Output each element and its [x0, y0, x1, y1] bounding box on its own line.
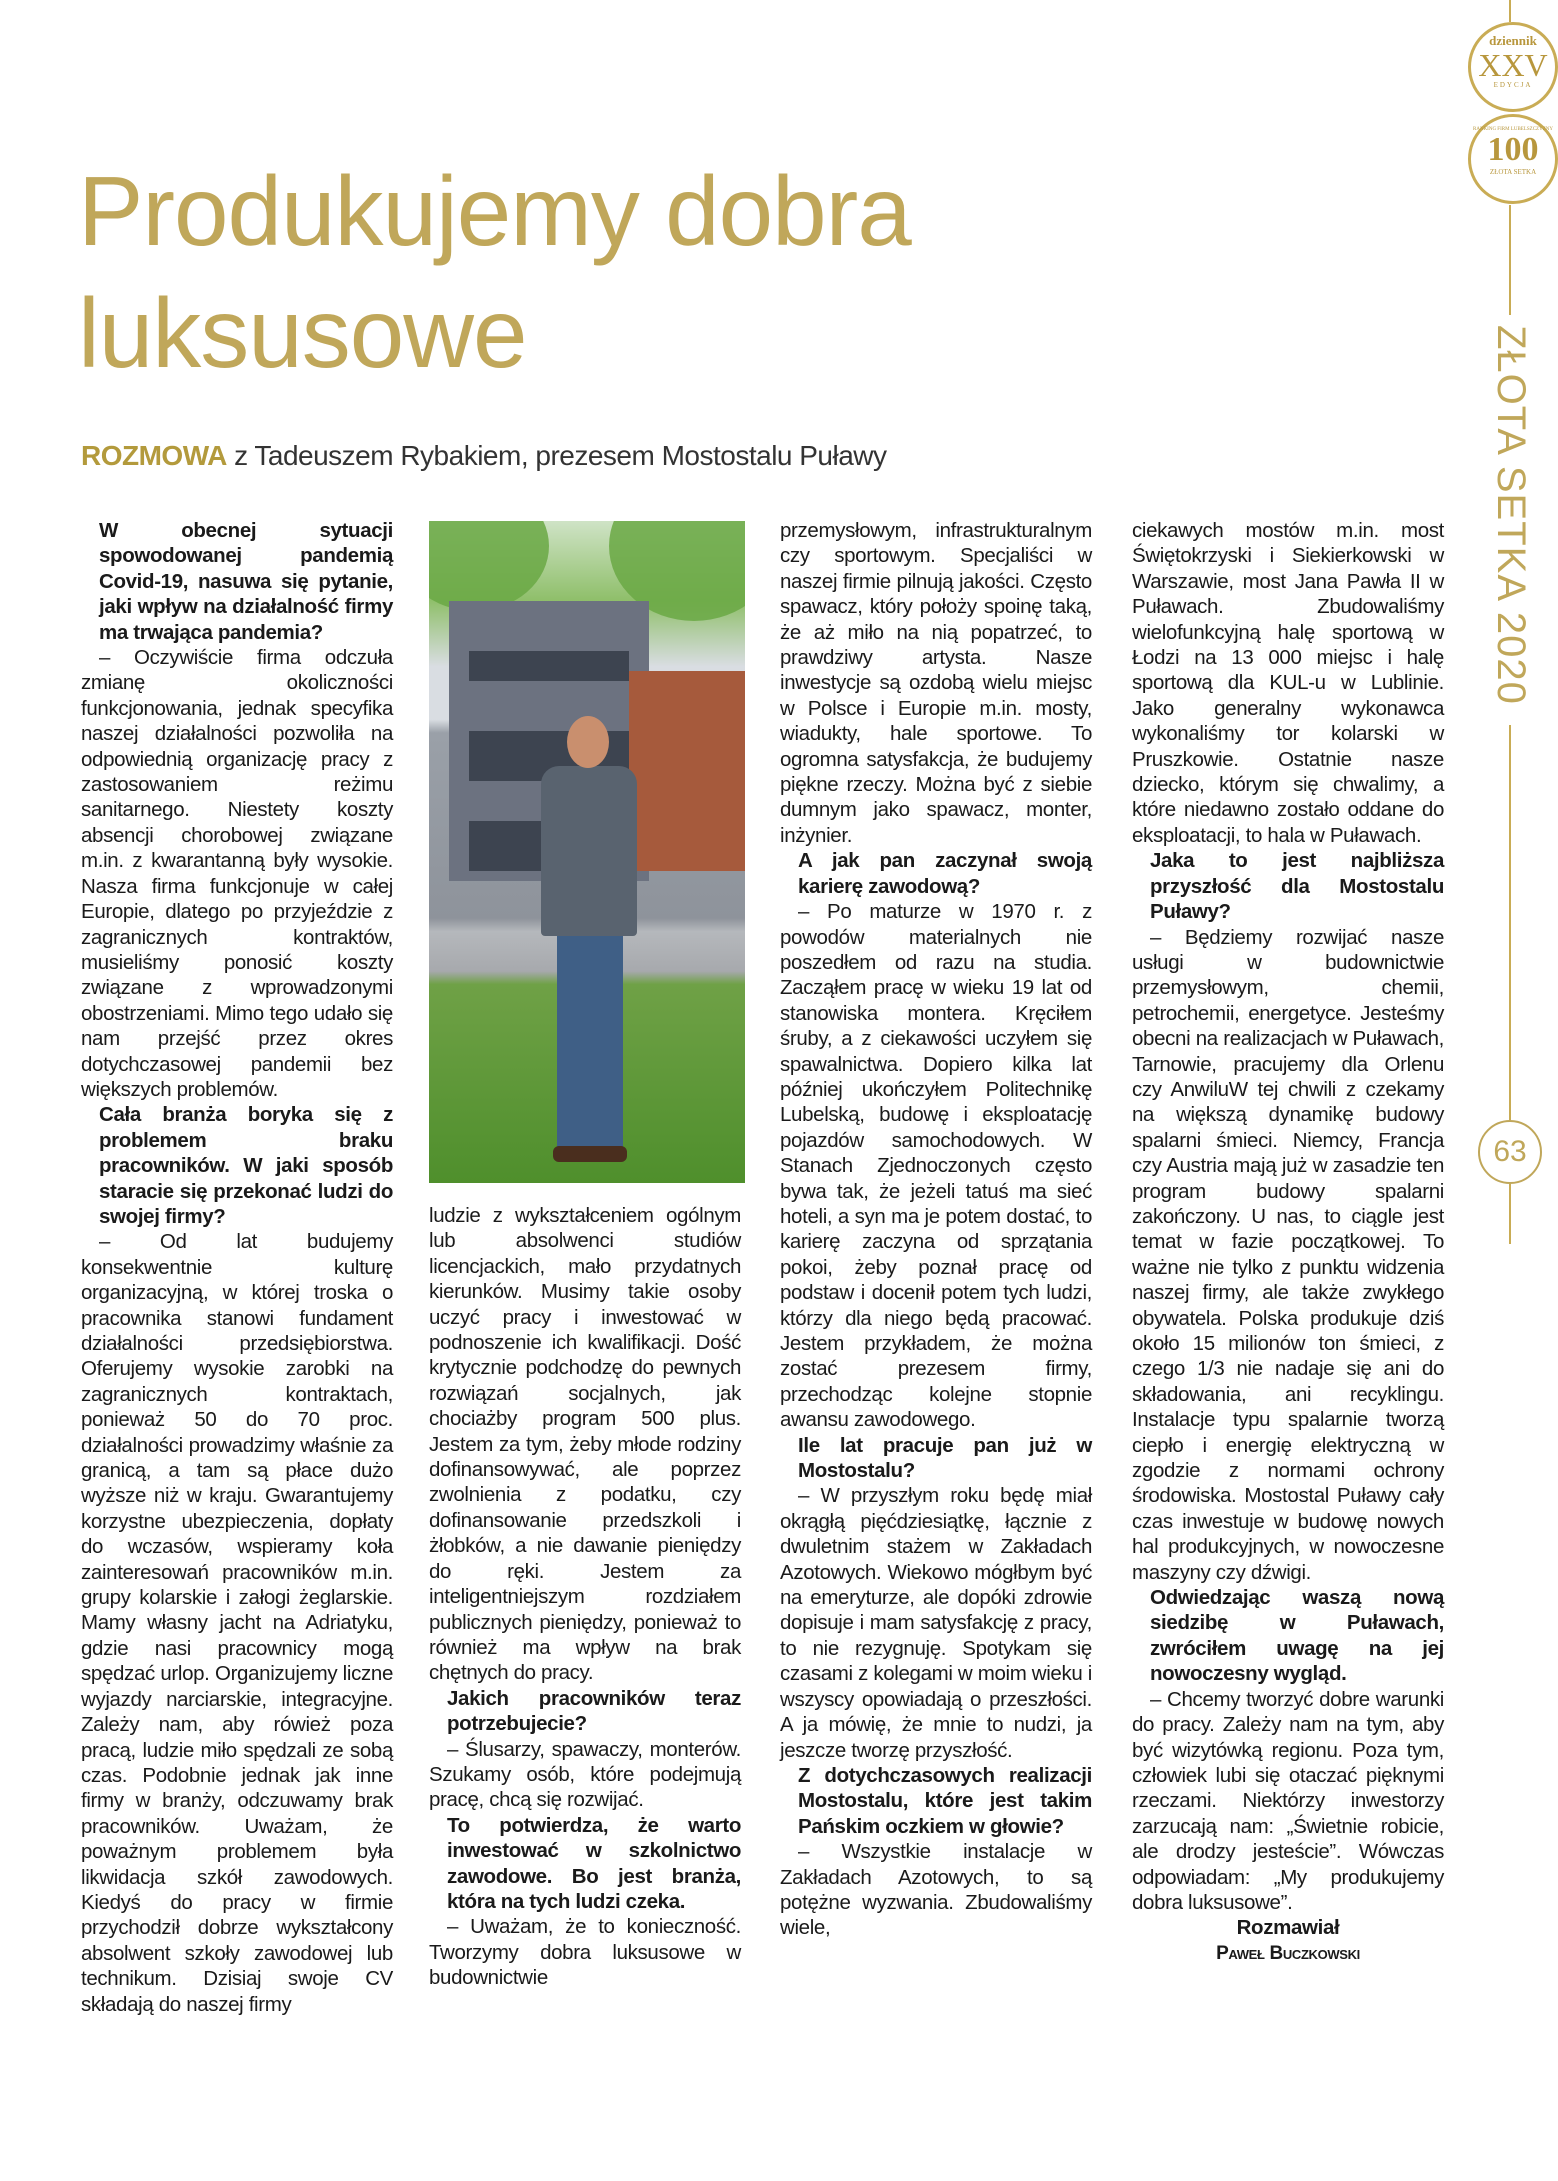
- title-line-2: luksusowe: [78, 278, 527, 388]
- answer: – Chcemy tworzyć dobre warunki do pracy. Zależy nam na tym, aby być wizytówką regionu. Poza tym, człowiek lubi się otaczać pięknymi rzeczami. Niektórzy inwestorzy zarzucają nam: „Świetnie robicie, ale drodzy jesteście”. Wówczas odpowiadam: „My produkujemy dobra luksusowe”.: [1132, 1687, 1444, 1914]
- article-title: [78, 150, 911, 394]
- question: Ile lat pracuje pan już w Mostostalu?: [798, 1433, 1092, 1483]
- byline-author: Paweł Buczkowski: [1216, 1942, 1360, 1964]
- question: A jak pan zaczynał swoją karierę zawodową?: [798, 849, 1092, 898]
- answer-continued: ludzie z wykształceniem ogólnym lub absolwenci studiów licencjackich, mało przydatnych kierunków. Musimy takie osoby uczyć pracy i inwestować w podnoszenie ich kwalifikacji. Dość krytycznie podchodzę do pewnych rozwiązań socjalnych, jak chociażby program 500 plus. Jestem za tym, żeby młode rodziny dofinansowywać, ale poprzez zwolnienia z podatku, czy dofinansowanie przedszkoli i żłobków, a nie dawanie pieniędzy do ręki. Jestem za inteligentniejszym rozdziałem publicznych pieniędzy, ponieważ to również ma wpływ na brak chętnych do pracy.: [429, 1204, 741, 1685]
- answer: – Oczywiście firma odczuła zmianę okoliczności funkcjonowania, jednak specyfika naszej działalności pozwoliła na odpowiednią organizację pracy z zastosowaniem reżimu sanitarnego. Niestety koszty absencji chorobowej związane m.in. z kwarantanną były wysokie. Nasza firma funkcjonuje w całej Europie, dlatego po przyjeździe z zagranicznych kontraktów, musieliśmy ponosić koszty związane z wprowadzonymi obostrzeniami. Mimo tego udało się nam przejść przez okres dotychczasowej pandemii bez większych problemów.: [81, 646, 393, 1101]
- answer: – Po maturze w 1970 r. z powodów materialnych nie poszedłem od razu na studia. Zacząłem pracę w wieku 19 lat od stanowiska montera. Kręciłem śruby, a z ciekawości uczyłem się spawalnictwa. Dopiero kilka lat później ukończyłem Politechnikę Lubelską, budowę i eksploatację pojazdów samochodowych. W Stanach Zjednoczonych często bywa tak, że jeżeli tatuś ma sieć hoteli, a syn ma je potem dostać, to karierę zaczyna od sprzątania pokoi, żeby poznał pracę od podstaw i docenił potem tych ludzi, którzy dla niego będą pracować. Jestem przykładem, że można zostać prezesem firmy, przechodząc kolejne stopnie awansu zawodowego.: [780, 900, 1092, 1432]
- tree-foliage: [429, 521, 549, 611]
- page-number: 63: [1478, 1120, 1542, 1184]
- answer: – Będziemy rozwijać nasze usługi w budownictwie przemysłowym, chemii, petrochemii, energetyce. Jesteśmy obecni na realizacjach w Puławach, Tarnowie, pracujemy dla Orlenu czy AnwiluW tej chwili z czekamy na większą dynamikę budowy spalarni śmieci. Niemcy, Francja czy Austria mają już w zasadzie ten program budowy spalarni zakończony. U nas, to ciągle jest temat w fazie początkowej. To ważne nie tylko z punktu widzenia naszej firmy, ale także zwykłego obywatela. Polska produkuje dziś około 15 milionów ton śmieci, z czego 1/3 nie nadaje się ani do składowania, ani recyklingu. Instalacje typu spalarnie tworzą ciepło i energię elektryczną w zgodzie z normami ochrony środowiska. Mostostal Puławy cały czas inwestuje w budowę nowych hal produkcyjnych, w nowoczesne maszyny czy dźwigi.: [1132, 925, 1444, 1584]
- dziennik-xxv-logo: dziennik XXV EDYCJA: [1468, 22, 1558, 112]
- question: Odwiedzając waszą nową siedzibę w Puławach, zwróciłem uwagę na jej nowoczesny wygląd.: [1150, 1586, 1444, 1686]
- title-line-1: Produkujemy dobra: [78, 156, 911, 266]
- article-subheading: [81, 440, 887, 472]
- decorative-rail: [1509, 1184, 1511, 1244]
- person: [557, 931, 623, 1151]
- subheading-text: z Tadeuszem Rybakiem, prezesem Mostostalu Puławy: [226, 440, 887, 471]
- subheading-label: ROZMOWA: [81, 440, 227, 471]
- answer: – Uważam, że to konieczność. Tworzymy dobra luksusowe w budownictwie: [429, 1915, 741, 1990]
- decorative-rail: [1509, 725, 1511, 1120]
- decorative-rail: [1509, 205, 1511, 315]
- text-column-2: [429, 1203, 741, 1991]
- section-vertical-title: ZŁOTA SETKA 2020: [1489, 325, 1533, 705]
- text-column-3: [780, 518, 1092, 1941]
- byline-label: Rozmawiał: [1236, 1916, 1340, 1940]
- zlota-setka-100-logo: RANKING FIRM LUBELSZCZYZNY 100 ZŁOTA SETKA: [1468, 114, 1558, 204]
- question: Jaka to jest najbliższa przyszłość dla Mostostalu Puławy?: [1150, 849, 1444, 924]
- question: Z dotychczasowych realizacji Mostostalu, które jest takim Pańskim oczkiem w głowie?: [798, 1763, 1092, 1838]
- answer-continued: ciekawych mostów m.in. most Świętokrzyski i Siekierkowski w Warszawie, most Jana Pawła II w Puławach. Zbudowaliśmy wielofunkcyjną halę sportową w Łodzi na 13 000 miejsc i halę sportową dla KUL-u w Lublinie. Jako generalny wykonawca wykonaliśmy tor kolarski w Pruszkowie. Ostatnie nasze dziecko, którym się chwalimy, a które niedawno zostało oddane do eksploatacji, to hala w Puławach.: [1132, 519, 1444, 847]
- question: W obecnej sytuacji spowodowanej pandemią Covid-19, nasuwa się pytanie, jaki wpływ na działalność firmy ma trwająca pandemia?: [99, 519, 393, 644]
- answer: – Od lat budujemy konsekwentnie kulturę organizacyjną, w której troska o pracownika stanowi fundament działalności przedsiębiorstwa. Oferujemy wysokie zarobki na zagranicznych kontraktach, ponieważ 50 do 70 proc. działalności prowadzimy właśnie za granicą, a tam są płace dużo wyższe niż w kraju. Gwarantujemy korzystne ubezpieczenia, dopłaty do wczasów, wspieramy koła zainteresowań pracowników m.in. grupy kolarskie i załogi żeglarskie. Mamy własny jacht na Adriatyku, gdzie nasi pracownicy mogą spędzać urlop. Organizujemy liczne wyjazdy narciarskie, integracyjne. Zależy nam, aby rówież poza pracą, ludzie miło spędzali ze sobą czas. Podobnie jednak jak inne firmy w branży, odczuwamy brak pracowników. Uważam, że poważnym problemem była likwidacja szkół zawodowych. Kiedyś do pracy w firmie przychodził dobrze wykształcony absolwent szkoły zawodowej lub technikum. Dzisiaj swoje CV składają do naszej firmy: [81, 1230, 393, 2016]
- decorative-rail: [1509, 0, 1511, 22]
- interviewee-photo: [429, 521, 745, 1183]
- answer-continued: przemysłowym, infrastrukturalnym czy sportowym. Specjaliści w naszej firmie pilnują jakości. Często spawacz, który położy spoinę taką, że aż miło na nią popatrzeć, to prawdziwy artysta. Nasze inwestycje są ozdobą wielu miejsc w Polsce i Europie m.in. mosty, wiadukty, hale sportowe. To ogromna satysfakcja, że budujemy piękne rzeczy. Można być z siebie dumnym jako spawacz, monter, inżynier.: [780, 519, 1092, 847]
- answer: – W przyszłym roku będę miał okrągłą pięćdziesiątkę, łącznie z dwuletnim stażem w Zakładach Azotowych. Wiekowo mógłbym być na emeryturze, ale dopóki zdrowie dopisuje i mam satysfakcję z pracy, to nie rezygnuję. Spotykam się czasami z kolegami w moim wieku i wszyscy opowiadają o przeszłości. A ja mówię, że mnie to nudzi, ja jeszcze tworzę przyszłość.: [780, 1484, 1092, 1762]
- text-column-1: [81, 518, 393, 2017]
- answer: – Ślusarzy, spawaczy, monterów. Szukamy osób, które podejmują pracę, chcą się rozwijać.: [429, 1737, 741, 1812]
- answer: – Wszystkie instalacje w Zakładach Azotowych, to są potężne wyzwania. Zbudowaliśmy wiele,: [780, 1840, 1092, 1940]
- question: Jakich pracowników teraz potrzebujecie?: [447, 1686, 741, 1736]
- text-column-4: [1132, 518, 1444, 1966]
- building-wing: [629, 671, 745, 871]
- question: Cała branża boryka się z problemem braku pracowników. W jaki sposób staracie się przekonać ludzi do swojej firmy?: [99, 1103, 393, 1228]
- question: To potwierdza, że warto inwestować w szkolnictwo zawodowe. Bo jest branża, która na tych ludzi czeka.: [447, 1813, 741, 1913]
